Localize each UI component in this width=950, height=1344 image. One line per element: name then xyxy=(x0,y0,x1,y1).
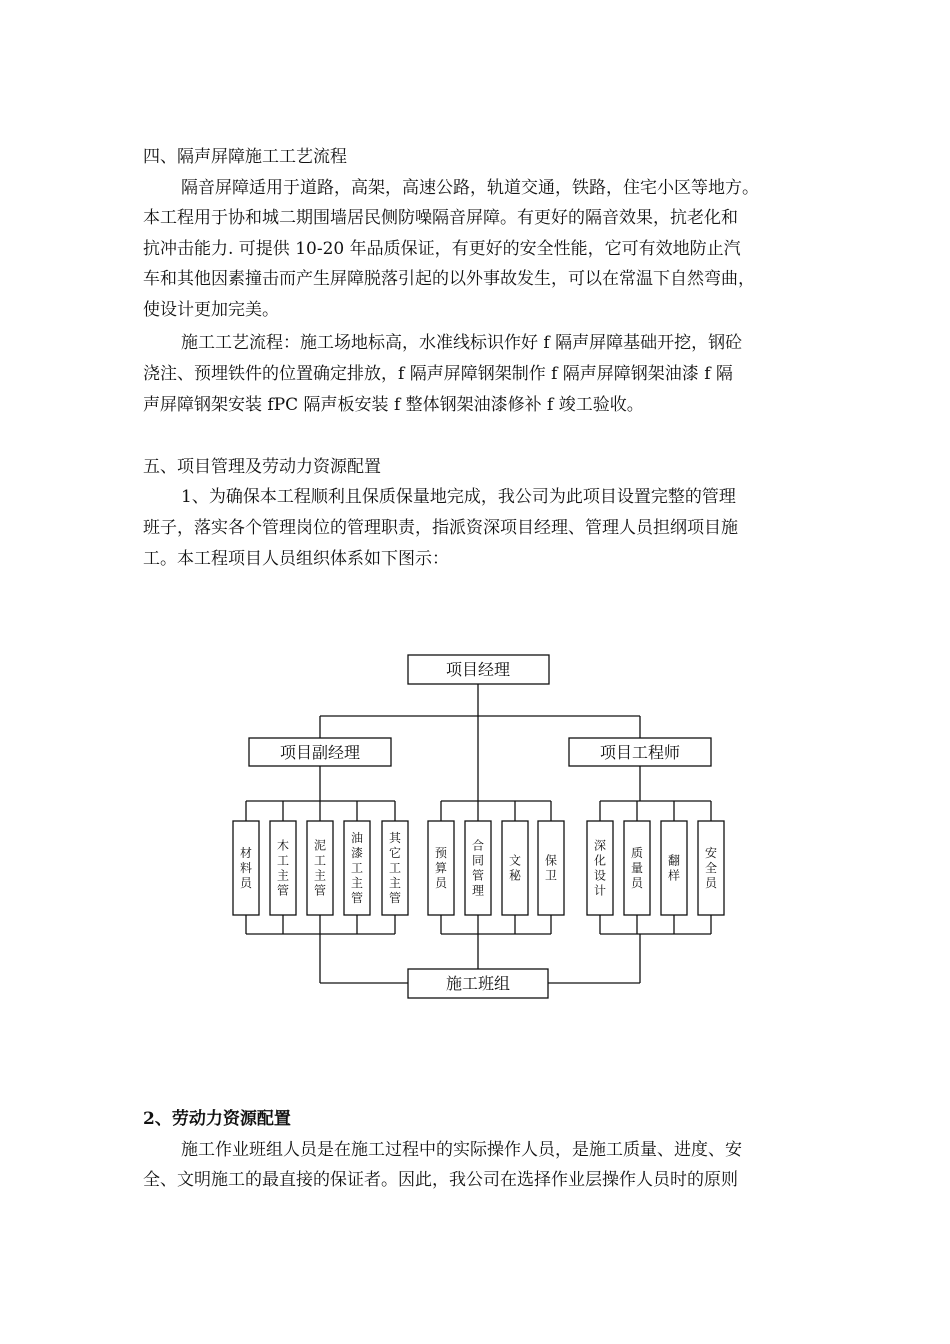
role-box xyxy=(624,821,650,915)
role-box xyxy=(538,821,564,915)
role-box-char: 员 xyxy=(434,876,448,890)
role-box xyxy=(382,821,408,915)
section4-para1-line: 本工程用于协和城二期围墙居民侧防噪隔音屏障。有更好的隔音效果，抗老化和 xyxy=(143,208,738,228)
role-box-char: 管 xyxy=(471,868,485,883)
role-box-char: 工 xyxy=(350,861,364,875)
role-box-char: 管 xyxy=(388,891,402,905)
role-boxes xyxy=(233,821,724,915)
role-box-char: 主 xyxy=(388,876,402,890)
section4-heading: 四、隔声屏障施工工艺流程 xyxy=(143,147,347,167)
role-box-char: 主 xyxy=(276,868,290,883)
role-box-char: 理 xyxy=(471,883,485,898)
role-box-char: 工 xyxy=(388,861,402,875)
role-box xyxy=(587,821,613,915)
engineer-label: 项目工程师 xyxy=(599,743,681,762)
section4-para2-line: 浇注、预埋铁件的位置确定排放，f 隔声屏障钢架制作 f 隔声屏障钢架油漆 f 隔 xyxy=(143,364,733,384)
role-box xyxy=(270,821,296,915)
role-box xyxy=(502,821,528,915)
role-box-char: 样 xyxy=(667,868,681,883)
bottom-box xyxy=(408,969,548,998)
role-box-char: 员 xyxy=(239,876,253,890)
role-box-char: 员 xyxy=(704,876,718,890)
role-box-char: 木 xyxy=(276,838,290,853)
role-box-char: 算 xyxy=(434,861,448,875)
role-box-char: 泥 xyxy=(313,838,327,853)
role-box xyxy=(233,821,259,915)
section5-2-heading: 2、劳动力资源配置 xyxy=(143,1109,291,1129)
role-box xyxy=(698,821,724,915)
role-box xyxy=(344,821,370,915)
role-box-char: 设 xyxy=(593,868,607,883)
role-box-char: 料 xyxy=(239,861,253,875)
section4-para2-line: 声屏障钢架安装 fPC 隔声板安装 f 整体钢架油漆修补 f 竣工验收。 xyxy=(143,395,644,415)
role-box-char: 同 xyxy=(471,853,485,868)
role-box-char: 管 xyxy=(350,891,364,905)
role-box-char: 工 xyxy=(276,853,290,868)
role-box xyxy=(307,821,333,915)
role-box-char: 秘 xyxy=(508,868,522,883)
deputy-manager-box xyxy=(249,738,391,766)
section4-para2-line: 施工工艺流程：施工场地标高，水准线标识作好 f 隔声屏障基础开挖，钢砼 xyxy=(181,333,743,353)
role-box-char: 管 xyxy=(276,883,290,898)
top-box-label: 项目经理 xyxy=(445,660,511,679)
section4-para1-line: 隔音屏障适用于道路，高架，高速公路，轨道交通，铁路，住宅小区等地方。 xyxy=(181,178,759,198)
role-box-char: 主 xyxy=(350,876,364,890)
role-box-char: 化 xyxy=(593,853,607,868)
role-box xyxy=(428,821,454,915)
section5-2-para-line: 全、文明施工的最直接的保证者。因此，我公司在选择作业层操作人员时的原则 xyxy=(143,1170,738,1190)
section4-para1-line: 使设计更加完美。 xyxy=(143,300,279,320)
role-box-char: 管 xyxy=(313,883,327,898)
role-box-char: 安 xyxy=(704,846,718,860)
section4-para1-line: 车和其他因素撞击而产生屏障脱落引起的以外事故发生，可以在常温下自然弯曲， xyxy=(143,269,755,289)
engineer-box xyxy=(569,738,711,766)
deputy-manager-label: 项目副经理 xyxy=(279,743,361,762)
section5-heading: 五、项目管理及劳动力资源配置 xyxy=(143,457,381,477)
section5-para1-line: 班子，落实各个管理岗位的管理职责，指派资深项目经理、管理人员担纲项目施 xyxy=(143,518,738,538)
role-box-char: 员 xyxy=(630,876,644,890)
section5-2-para-line: 施工作业班组人员是在施工过程中的实际操作人员，是施工质量、进度、安 xyxy=(181,1140,742,1160)
role-box-char: 合 xyxy=(471,838,485,853)
section4-para1-line: 抗冲击能力. 可提供 10-20 年品质保证，有更好的安全性能，它可有效地防止汽 xyxy=(143,239,741,259)
role-box-char: 卫 xyxy=(544,868,558,883)
role-box-char: 文 xyxy=(508,853,522,868)
top-box xyxy=(408,655,549,684)
role-box-char: 保 xyxy=(544,853,558,868)
role-box xyxy=(465,821,491,915)
role-box-char: 预 xyxy=(434,846,448,860)
section5-para1-line: 1、为确保本工程顺利且保质保量地完成，我公司为此项目设置完整的管理 xyxy=(181,487,736,507)
role-box-char: 油 xyxy=(350,831,364,845)
role-box xyxy=(661,821,687,915)
role-box-char: 全 xyxy=(704,861,718,875)
role-box-char: 工 xyxy=(313,853,327,868)
role-box-char: 量 xyxy=(630,861,644,875)
role-box-char: 翻 xyxy=(667,853,681,868)
section5-para1-line: 工。本工程项目人员组织体系如下图示： xyxy=(143,549,449,569)
role-box-char: 主 xyxy=(313,868,327,883)
role-box-char: 它 xyxy=(388,846,402,860)
role-box-char: 其 xyxy=(388,831,402,845)
role-box-char: 计 xyxy=(593,883,607,898)
bottom-box-label: 施工班组 xyxy=(445,974,511,993)
role-box-char: 漆 xyxy=(350,846,364,860)
role-box-char: 深 xyxy=(593,838,607,853)
role-box-char: 质 xyxy=(630,846,644,860)
role-box-char: 材 xyxy=(239,846,253,860)
